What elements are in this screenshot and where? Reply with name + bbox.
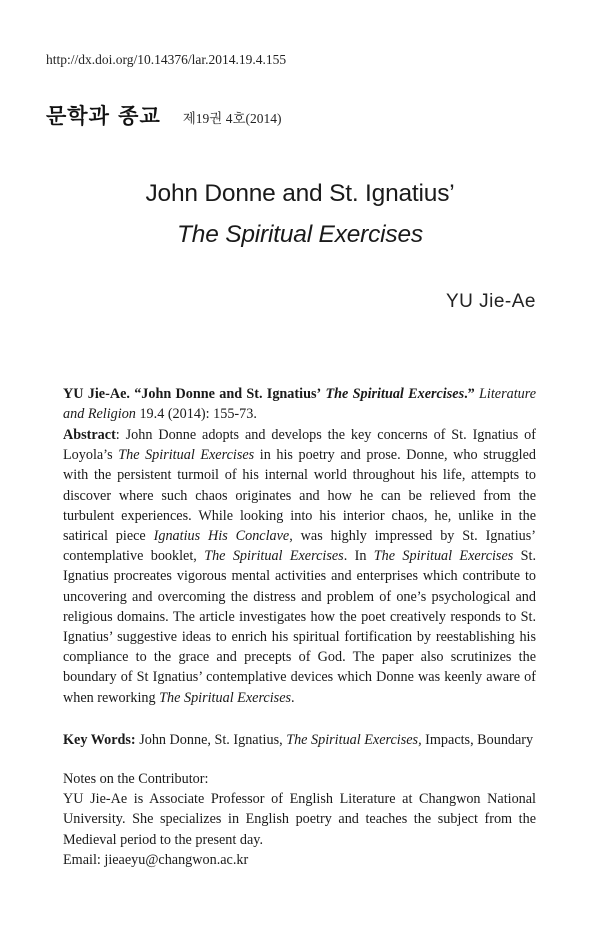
abstract-text-4: . In [343, 548, 367, 565]
citation-title-italic: The Spiritual Exercises [325, 386, 465, 402]
citation-journal: Literature and Religion [63, 386, 537, 423]
abstract-text-3: , was highly impressed by St. Ignatius’ contemplative booklet, [63, 528, 537, 565]
abstract-text-1: : John Donne adopts and develops the key concerns of St. Ignatius of Loyola’s [63, 427, 536, 464]
notes-email[interactable]: Email: jieaeyu@changwon.ac.kr [63, 851, 249, 868]
citation-details: 19.4 (2014): 155-73. [139, 406, 257, 423]
keywords-before: John Donne, St. Ignatius, [139, 732, 283, 748]
doi-link[interactable]: http://dx.doi.org/10.14376/lar.2014.19.4.155 [46, 52, 287, 67]
journal-name: 문학과 종교 [46, 104, 161, 128]
notes-heading: Notes on the Contributor: [63, 771, 209, 787]
journal-header [46, 100, 282, 130]
keywords [63, 730, 536, 750]
contributor-notes [63, 769, 536, 870]
keywords-italic: The Spiritual Exercises, [286, 732, 422, 748]
abstract [63, 425, 536, 708]
abstract-text-6: . [291, 689, 295, 706]
notes-bio: YU Jie-Ae is Associate Professor of English Literature at Changwon National University. She specializes in English poetry and teaches the subject from the Medieval period to the present day. [63, 791, 536, 848]
citation-author: YU Jie-Ae. [63, 386, 130, 402]
citation-title-close: .” [464, 386, 475, 402]
keywords-after: Impacts, Boundary [425, 732, 534, 748]
abstract-italic-1: The Spiritual Exercises [118, 447, 255, 464]
journal-issue: 제19권 4호(2014) [182, 111, 282, 126]
citation [63, 384, 536, 424]
abstract-label: Abstract [63, 427, 116, 443]
article-title-line1: John Donne and St. Ignatius’ [145, 180, 455, 207]
abstract-italic-4: The Spiritual Exercises [373, 548, 514, 565]
abstract-text-5: St. Ignatius procreates vigorous mental activities and enterprises which contribute to uncovering and overcoming the distress and problem of one’s psychological and religious domains. The article investigates how the poet creatively responds to St. Ignatius’ suggestive ideas to enrich his spiritual fortification by reestablishing his compliance to the grace and precepts of God. The paper also scrutinizes the boundary of St Ignatius’ contemplative devices which Donne was keenly aware of when reworking [63, 548, 537, 706]
abstract-text-2: in his poetry and prose. Donne, who struggled with the persistent turmoil of his internal world throughout his life, attempts to discover where such chaos originates and how he can be relieved from the turbulent experiences. While looking into his interior chaos, he, unlike in the satirical piece [63, 447, 536, 545]
abstract-italic-3: The Spiritual Exercises [204, 548, 344, 565]
citation-title-open: “John Donne and St. Ignatius’ [134, 386, 322, 402]
keywords-label: Key Words: [63, 732, 136, 748]
author-name: YU Jie-Ae [445, 291, 536, 312]
abstract-italic-2: Ignatius His Conclave [153, 528, 290, 545]
abstract-italic-5: The Spiritual Exercises [159, 689, 292, 706]
article-title-line2: The Spiritual Exercises [177, 221, 423, 248]
